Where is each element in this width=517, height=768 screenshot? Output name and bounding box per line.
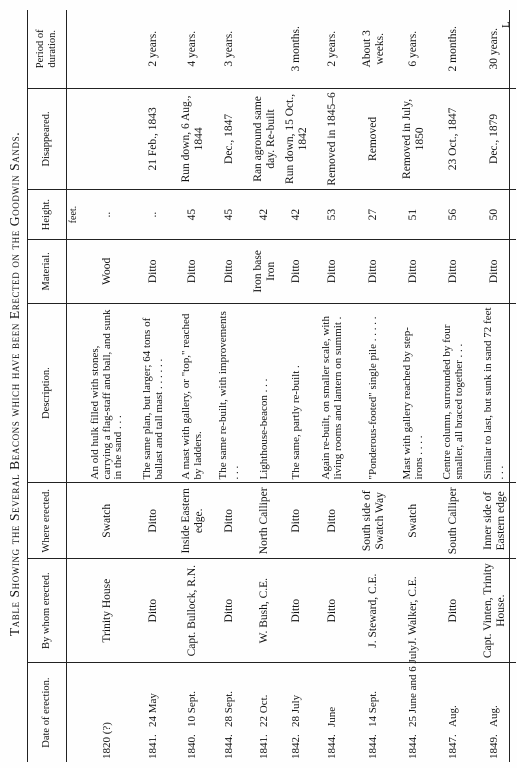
where-cell: Ditto (212, 483, 248, 559)
material-cell: Ditto (212, 239, 248, 303)
header-row (28, 10, 67, 762)
disappeared-cell: 23 Oct., 1847 (434, 88, 474, 190)
description-cell: Similar to last, but sunk in sand 72 feet . . . (474, 303, 516, 483)
height-cell: 51 (394, 190, 434, 240)
day-month-text: 28 Sept. (223, 690, 236, 727)
date-cell (212, 663, 248, 762)
date-cell (82, 663, 134, 762)
table-row (312, 10, 354, 762)
where-cell: Ditto (282, 483, 312, 559)
col-header-duration: Period of duration. (28, 10, 67, 88)
height-unit: feet. (67, 190, 82, 240)
disappeared-cell: Removed in July, 1850 (394, 88, 434, 190)
table-row (434, 10, 474, 762)
col-header-by: By whom erected. (28, 559, 67, 663)
day-month-text: 25 June and 6 July (407, 645, 420, 727)
year-text: 1844. (407, 734, 420, 759)
signature-mark: L (500, 21, 512, 28)
table-row (248, 10, 282, 762)
beacons-table (28, 10, 516, 762)
material-cell: Ditto (394, 239, 434, 303)
description-cell: "Ponderous-footed" single pile . . . . . (354, 303, 394, 483)
disappeared-cell: Dec., 1879 (474, 88, 516, 190)
duration-cell: 3 months. (282, 10, 312, 88)
disappeared-cell: Ran aground same day. Re-built (248, 88, 282, 190)
table-row (134, 10, 174, 762)
year-text: 1849. (488, 734, 501, 759)
where-cell: Inside Eastern edge. (174, 483, 212, 559)
material-cell: Ditto (474, 239, 516, 303)
table-row (354, 10, 394, 762)
by-cell: Ditto (134, 559, 174, 663)
height-cell: 45 (212, 190, 248, 240)
col-header-disappeared: Disappeared. (28, 88, 67, 190)
duration-cell: 3 years. (212, 10, 248, 88)
by-cell: Ditto (312, 559, 354, 663)
description-cell: The same re-built, with improvements . . . (212, 303, 248, 483)
unit-row (67, 10, 82, 762)
day-month-text: Aug. (447, 705, 460, 727)
height-cell: .. (134, 190, 174, 240)
by-cell: W. Bush, C.E. (248, 559, 282, 663)
description-cell: Lighthouse-beacon . . . (248, 303, 282, 483)
year-text: 1847. (447, 734, 460, 759)
material-cell: Wood (82, 239, 134, 303)
by-cell: J. Steward, C.E. (354, 559, 394, 663)
duration-cell: 2 years. (312, 10, 354, 88)
duration-cell: 6 years. (394, 10, 434, 88)
disappeared-cell: Dec., 1847 (212, 88, 248, 190)
year-text: 1820 (?) (101, 722, 114, 759)
table-row (474, 10, 516, 762)
where-cell: Inner side of Eastern edge (474, 483, 516, 559)
by-cell: Ditto (434, 559, 474, 663)
description-cell: The same plan, but larger; 64 tons of ballast and tall mast . . . . . . (134, 303, 174, 483)
by-cell: Capt. Vinten, Trinity House. (474, 559, 516, 663)
duration-cell: 4 years. (174, 10, 212, 88)
material-cell: Ditto (174, 239, 212, 303)
table-row (394, 10, 434, 762)
date-cell (474, 663, 516, 762)
duration-cell (82, 10, 134, 88)
year-text: 1842. (290, 734, 303, 759)
disappeared-cell: Run down, 6 Aug., 1844 (174, 88, 212, 190)
col-header-description: Description. (28, 303, 67, 483)
where-cell: Ditto (134, 483, 174, 559)
where-cell: Swatch (394, 483, 434, 559)
by-cell: Ditto (282, 559, 312, 663)
year-text: 1840. (186, 734, 199, 759)
date-cell (248, 663, 282, 762)
col-header-where: Where erected. (28, 483, 67, 559)
where-cell: South Calliper (434, 483, 474, 559)
duration-cell: 2 years. (134, 10, 174, 88)
year-text: 1841. (147, 734, 160, 759)
year-text: 1844. (367, 734, 380, 759)
day-month-text: 10 Sept. (186, 690, 199, 727)
col-header-date: Date of erection. (28, 663, 67, 762)
table-row (282, 10, 312, 762)
duration-cell (248, 10, 282, 88)
date-cell (394, 645, 434, 762)
description-cell: The same, partly re-built . (282, 303, 312, 483)
duration-cell: 30 years. (474, 10, 516, 88)
description-cell: An old hulk filled with stones, carrying a flag-staff and ball, and sunk in the sand . . . (82, 303, 134, 483)
description-cell: A mast with gallery, or "top," reached by ladders. (174, 303, 212, 483)
year-text: 1841. (258, 734, 271, 759)
material-cell: Ditto (134, 239, 174, 303)
disappeared-cell: Run down, 15 Oct., 1842 (282, 88, 312, 190)
date-cell (134, 663, 174, 762)
description-cell: Again re-built, on smaller scale, with living rooms and lantern on summit . (312, 303, 354, 483)
year-text: 1844. (223, 734, 236, 759)
height-cell: 42 (248, 190, 282, 240)
date-cell (174, 663, 212, 762)
height-cell: 27 (354, 190, 394, 240)
day-month-text: 14 Sept. (367, 690, 380, 727)
material-cell: Ditto (312, 239, 354, 303)
day-month-text: 22 Oct. (258, 694, 271, 727)
height-cell: 50 (474, 190, 516, 240)
disappeared-cell: 21 Feb., 1843 (134, 88, 174, 190)
by-cell: J. Walker, C.E. (394, 559, 434, 663)
day-month-text: Aug. (488, 705, 501, 727)
by-cell: Ditto (212, 559, 248, 663)
table-row (82, 10, 134, 762)
height-cell: 56 (434, 190, 474, 240)
date-cell (354, 663, 394, 762)
where-cell: Ditto (312, 483, 354, 559)
description-cell: Mast with gallery reached by step-irons . . . . (394, 303, 434, 483)
duration-cell: 2 months. (434, 10, 474, 88)
material-cell: Ditto (434, 239, 474, 303)
height-cell: 53 (312, 190, 354, 240)
disappeared-cell: Removed (354, 88, 394, 190)
year-text: 1844. (326, 734, 339, 759)
height-cell: 42 (282, 190, 312, 240)
by-cell: Trinity House (82, 559, 134, 663)
disappeared-cell: Removed in 1845–6 (312, 88, 354, 190)
duration-cell: About 3 weeks. (354, 10, 394, 88)
col-header-height: Height. (28, 190, 67, 240)
table-row (212, 10, 248, 762)
table-body (67, 10, 516, 762)
where-cell: South side of Swatch Way (354, 483, 394, 559)
material-cell: Ditto (354, 239, 394, 303)
day-month-text: 24 May (147, 693, 160, 727)
table-title: Table Showing the Several Beacons which have been Erected on the Goodwin Sands. (7, 131, 22, 637)
where-cell: Swatch (82, 483, 134, 559)
table-row (174, 10, 212, 762)
day-month-text: 28 July (290, 694, 303, 727)
day-month-text: June (326, 706, 339, 727)
where-cell: North Calliper (248, 483, 282, 559)
col-header-material: Material. (28, 239, 67, 303)
date-cell (312, 663, 354, 762)
date-cell (434, 663, 474, 762)
by-cell: Capt. Bullock, R.N. (174, 559, 212, 663)
material-cell: Iron base Iron (248, 239, 282, 303)
height-cell: 45 (174, 190, 212, 240)
description-cell: Centre column, surrounded by four smaller, all braced together . . . (434, 303, 474, 483)
table-frame (27, 10, 510, 762)
material-cell: Ditto (282, 239, 312, 303)
height-cell: .. (82, 190, 134, 240)
date-cell (282, 663, 312, 762)
disappeared-cell (82, 88, 134, 190)
